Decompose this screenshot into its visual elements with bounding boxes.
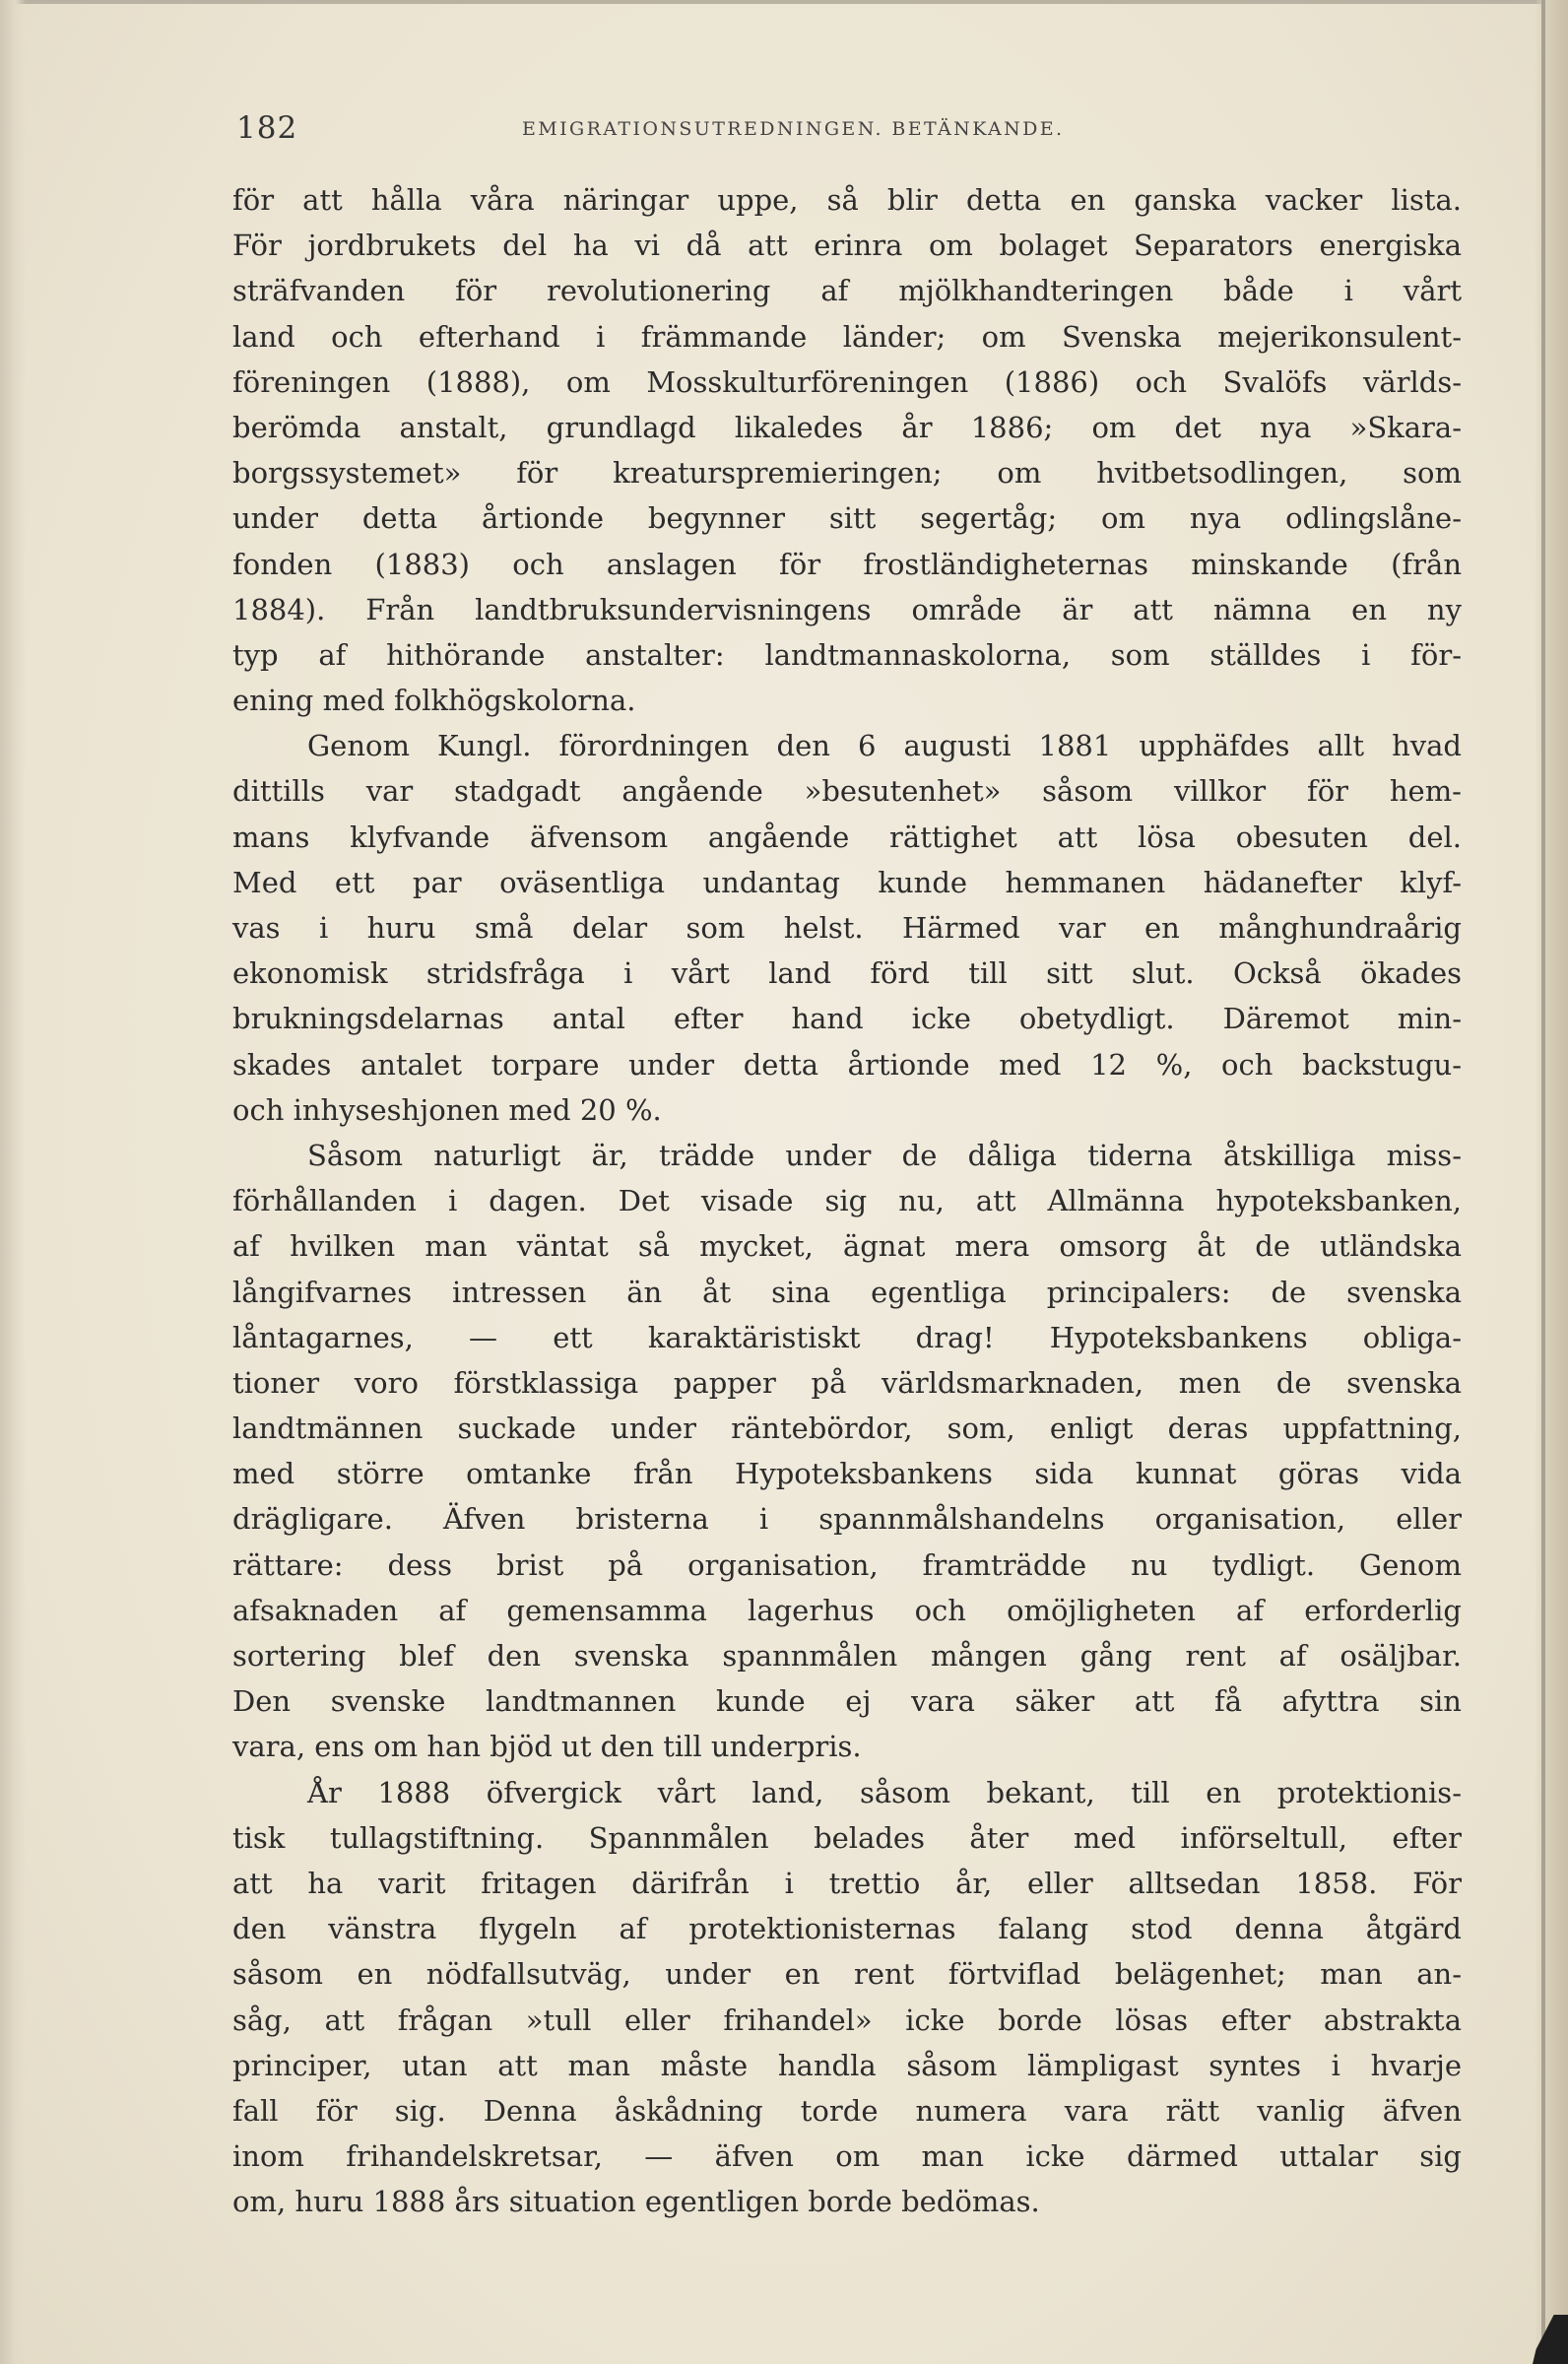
- text-line: Genom Kungl. förordningen den 6 augusti 1881 upphäfdes allt hvad: [307, 729, 1462, 763]
- text-line: såg, att frågan »tull eller frihandel» icke borde lösas efter abstrakta: [232, 2003, 1462, 2037]
- text-line: berömda anstalt, grundlagd likaledes år 1886; om det nya »Skara-: [232, 410, 1462, 444]
- text-line: sträfvanden för revolutionering af mjölkhandteringen både i vårt: [232, 274, 1462, 308]
- text-line: om, huru 1888 års situation egentligen borde bedömas.: [232, 2185, 1040, 2219]
- text-line: vara, ens om han bjöd ut den till underpris.: [232, 1730, 862, 1764]
- text-line: under detta årtionde begynner sitt segertåg; om nya odlingslåne-: [232, 501, 1462, 536]
- page-number: 182: [236, 110, 298, 146]
- text-line: föreningen (1888), om Mosskulturföreningen (1886) och Svalöfs världs-: [232, 364, 1462, 399]
- text-line: dittills var stadgadt angående »besutenhet» såsom villkor för hem-: [232, 774, 1462, 809]
- text-line: land och efterhand i främmande länder; om Svenska mejerikonsulent-: [232, 319, 1462, 354]
- text-line: Såsom naturligt är, trädde under de dåliga tiderna åtskilliga miss-: [307, 1138, 1462, 1172]
- text-line: skades antalet torpare under detta årtionde med 12 %, och backstugu-: [232, 1047, 1462, 1082]
- text-line: vas i huru små delar som helst. Härmed var en månghundraårig: [232, 911, 1462, 945]
- text-line: För jordbrukets del ha vi då att erinra om bolaget Separators energiska: [232, 229, 1462, 263]
- page-fold-line: [1541, 0, 1545, 2364]
- text-line: och inhyseshjonen med 20 %.: [232, 1092, 662, 1127]
- text-line: År 1888 öfvergick vårt land, såsom bekant, till en protektionis-: [307, 1775, 1462, 1809]
- text-line: fall för sig. Denna åskådning torde numera vara rätt vanlig äfven: [232, 2093, 1462, 2128]
- text-line: den vänstra flygeln af protektionisternas falang stod denna åtgärd: [232, 1912, 1462, 1946]
- text-line: med större omtanke från Hypoteksbankens sida kunnat göras vida: [232, 1457, 1462, 1491]
- text-line: för att hålla våra näringar uppe, så blir detta en ganska vacker lista.: [232, 183, 1462, 217]
- text-line: mans klyfvande äfvensom angående rättighet att lösa obesuten del.: [232, 820, 1462, 854]
- body-text: [232, 177, 1462, 2224]
- text-line: drägligare. Äfven bristerna i spannmålshandelns organisation, eller: [232, 1502, 1462, 1537]
- text-line: sortering blef den svenska spannmålen mången gång rent af osäljbar.: [232, 1639, 1462, 1673]
- text-line: Med ett par oväsentliga undantag kunde hemmanen hädanefter klyf-: [232, 865, 1462, 899]
- text-line: borgssystemet» för kreaturspremieringen; om hvitbetsodlingen, som: [232, 456, 1462, 491]
- text-line: afsaknaden af gemensamma lagerhus och omöjligheten af erforderlig: [232, 1593, 1462, 1627]
- text-line: ening med folkhögskolorna.: [232, 684, 636, 718]
- text-line: att ha varit fritagen därifrån i trettio år, eller alltsedan 1858. För: [232, 1866, 1462, 1900]
- text-line: landtmännen suckade under räntebördor, som, enligt deras uppfattning,: [232, 1412, 1462, 1446]
- text-line: låntagarnes, — ett karaktäristiskt drag! Hypoteksbankens obliga-: [232, 1320, 1462, 1354]
- text-line: typ af hithörande anstalter: landtmannaskolorna, som ställdes i för-: [232, 637, 1462, 672]
- text-line: såsom en nödfallsutväg, under en rent förtviflad belägenhet; man an-: [232, 1957, 1462, 1992]
- text-line: brukningsdelarnas antal efter hand icke obetydligt. Däremot min-: [232, 1002, 1462, 1036]
- text-line: förhållanden i dagen. Det visade sig nu, att Allmänna hypoteksbanken,: [232, 1184, 1462, 1218]
- text-line: långifvarnes intressen än åt sina egentliga principalers: de svenska: [232, 1275, 1462, 1309]
- text-line: ekonomisk stridsfråga i vårt land förd till sitt slut. Också ökades: [232, 956, 1462, 991]
- text-line: tioner voro förstklassiga papper på världsmarknaden, men de svenska: [232, 1365, 1462, 1400]
- page-right-edge: [1535, 0, 1568, 2364]
- page-header: [236, 110, 1483, 150]
- text-line: fonden (1883) och anslagen för frostländigheternas minskande (från: [232, 547, 1462, 581]
- text-line: rättare: dess brist på organisation, framträdde nu tydligt. Genom: [232, 1547, 1462, 1582]
- text-line: inom frihandelskretsar, — äfven om man icke därmed uttalar sig: [232, 2139, 1462, 2174]
- running-head: EMIGRATIONSUTREDNINGEN. BETÄNKANDE.: [522, 118, 1065, 140]
- binding-shadow: [0, 0, 26, 2364]
- text-line: Den svenske landtmannen kunde ej vara säker att få afyttra sin: [232, 1684, 1462, 1719]
- text-line: tisk tullagstiftning. Spannmålen belades åter med införseltull, efter: [232, 1820, 1462, 1855]
- page-top-edge: [0, 0, 1568, 4]
- text-line: af hvilken man väntat så mycket, ägnat mera omsorg åt de utländska: [232, 1229, 1462, 1264]
- text-line: principer, utan att man måste handla såsom lämpligast syntes i hvarje: [232, 2048, 1462, 2082]
- text-line: 1884). Från landtbruksundervisningens område är att nämna en ny: [232, 592, 1462, 626]
